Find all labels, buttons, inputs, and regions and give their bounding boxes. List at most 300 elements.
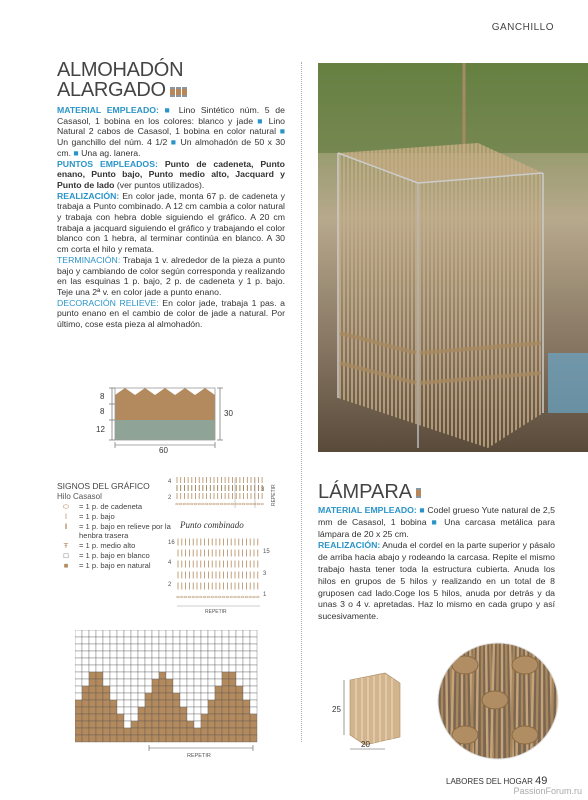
grid-cell <box>82 651 89 658</box>
grid-cell <box>187 637 194 644</box>
grid-cell <box>159 714 166 721</box>
grid-cell <box>131 735 138 742</box>
grid-cell <box>138 714 145 721</box>
grid-cell <box>89 700 96 707</box>
grid-cell <box>180 665 187 672</box>
grid-cell <box>194 672 201 679</box>
grid-cell <box>215 637 222 644</box>
chain-mark <box>224 503 227 505</box>
legend-list <box>57 502 182 571</box>
grid-cell <box>229 693 236 700</box>
material-text: Lino Sintético núm. 5 de Casasol, 1 bobina en los colores: blanco y jade <box>57 105 285 126</box>
grid-cell <box>215 679 222 686</box>
grid-cell <box>173 658 180 665</box>
grid-cell <box>145 721 152 728</box>
grid-cell <box>75 630 82 637</box>
grid-cell <box>145 672 152 679</box>
grid-cell <box>117 728 124 735</box>
grid-cell <box>222 700 229 707</box>
grid-cell <box>243 651 250 658</box>
grid-cell <box>243 714 250 721</box>
grid-cell <box>96 679 103 686</box>
spool-icon <box>170 81 188 101</box>
grid-cell <box>75 644 82 651</box>
grid-cell <box>89 651 96 658</box>
grid-cell <box>110 658 117 665</box>
row-number: 2 <box>168 495 172 501</box>
grid-cell <box>145 735 152 742</box>
grid-cell <box>173 707 180 714</box>
grid-cell <box>96 728 103 735</box>
grid-cell <box>215 714 222 721</box>
grid-cell <box>187 651 194 658</box>
jacquard-chart <box>75 630 265 760</box>
grid-cell <box>215 735 222 742</box>
grid-cell <box>187 658 194 665</box>
grid-cell <box>117 679 124 686</box>
grid-cell <box>138 658 145 665</box>
watermark: PassionForum.ru <box>513 786 582 796</box>
material-text: Una ag. lanera. <box>81 147 141 158</box>
grid-cell <box>187 707 194 714</box>
grid-cell <box>215 721 222 728</box>
grid-cell <box>103 651 110 658</box>
grid-cell <box>236 658 243 665</box>
chain-mark <box>198 503 201 505</box>
pillow-title-line2: ALARGADO <box>57 79 166 101</box>
grid-cell <box>187 679 194 686</box>
grid-cell <box>110 707 117 714</box>
grid-cell <box>124 686 131 693</box>
grid-cell <box>131 630 138 637</box>
grid-cell <box>222 686 229 693</box>
grid-cell <box>243 672 250 679</box>
grid-cell <box>152 686 159 693</box>
grid-cell <box>89 672 96 679</box>
grid-cell <box>166 672 173 679</box>
grid-cell <box>89 728 96 735</box>
grid-cell <box>103 693 110 700</box>
grid-cell <box>187 672 194 679</box>
realizacion-label: REALIZACIÓN: <box>318 540 381 551</box>
grid-cell <box>138 700 145 707</box>
grid-cell <box>159 665 166 672</box>
repeat-label: REPETIR <box>187 753 211 759</box>
grid-cell <box>75 707 82 714</box>
grid-cell <box>117 637 124 644</box>
grid-cell <box>166 693 173 700</box>
grid-cell <box>103 658 110 665</box>
chain-mark <box>226 596 229 598</box>
grid-cell <box>166 707 173 714</box>
grid-cell <box>131 651 138 658</box>
grid-cell <box>89 679 96 686</box>
terminacion-label: TERMINACIÓN: <box>57 254 121 265</box>
grid-cell <box>117 700 124 707</box>
grid-cell <box>222 679 229 686</box>
grid-cell <box>117 714 124 721</box>
grid-cell <box>236 700 243 707</box>
legend-item <box>57 561 182 571</box>
row-number: 15 <box>263 549 270 555</box>
pillow-schematic <box>92 385 252 457</box>
grid-cell <box>166 637 173 644</box>
grid-cell <box>110 686 117 693</box>
chain-mark <box>231 503 234 505</box>
grid-cell <box>117 686 124 693</box>
chain-mark <box>218 596 221 598</box>
grid-cell <box>103 700 110 707</box>
row-number: 2 <box>168 582 172 588</box>
grid-cell <box>75 693 82 700</box>
grid-cell <box>236 637 243 644</box>
grid-cell <box>75 686 82 693</box>
grid-cell <box>152 693 159 700</box>
grid-cell <box>131 700 138 707</box>
grid-cell <box>222 707 229 714</box>
grid-cell <box>201 665 208 672</box>
grid-cell <box>180 637 187 644</box>
grid-cell <box>180 728 187 735</box>
grid-cell <box>229 630 236 637</box>
grid-cell <box>180 630 187 637</box>
grid-cell <box>103 630 110 637</box>
legend-text: = 1 p. bajo <box>79 511 115 521</box>
grid-cell <box>166 651 173 658</box>
dim-width: 20 <box>361 740 370 749</box>
grid-cell <box>89 630 96 637</box>
chain-mark <box>216 503 219 505</box>
realizacion-text: Anuda el cordel en la parte superior y pásalo de arriba hacia abajo y rodeando la carcasa. Repite el mismo trabajo hasta tener toda la estructura cubierta. Anuda los hilos en grupos de 5 hilos y realizando en un total de 8 gruposen cad lado.Coge los 5 hilos, anuda por detrás y da unas 3 o 4 v. apretadas. Haz lo mismo en cada grupo y así sucesivamente. <box>318 540 555 622</box>
grid-cell <box>194 700 201 707</box>
grid-cell <box>229 707 236 714</box>
grid-cell <box>173 700 180 707</box>
grid-cell <box>236 651 243 658</box>
grid-cell <box>250 707 257 714</box>
grid-cell <box>173 672 180 679</box>
grid-cell <box>215 651 222 658</box>
grid-cell <box>215 630 222 637</box>
grid-cell <box>222 644 229 651</box>
chain-mark <box>213 503 216 505</box>
grid-cell <box>159 693 166 700</box>
grid-cell <box>222 630 229 637</box>
grid-cell <box>117 658 124 665</box>
grid-cell <box>250 679 257 686</box>
grid-cell <box>131 728 138 735</box>
lamp-instructions: MATERIAL EMPLEADO: ■ Codel grueso Yute natural de 2,5 mm de Casasol, 1 bobina ■ Una carcasa metálica para lámpara de 20 x 25 cm. REALIZACIÓN: Anuda el cordel en la parte superior y pásalo de arriba hacia abajo y rodeando la carcasa. Repite el mismo trabajo hasta tener toda la estructura cubierta. Anuda los hilos en grupos de 5 hilos y realizando en un total de 8 gruposen cad lado.Coge los 5 hilos, anuda por detrás y da unas 3 o 4 v. apretadas. Haz lo mismo en cada grupo y así sucesivamente. <box>318 505 555 622</box>
chain-mark <box>207 596 210 598</box>
grid-cell <box>159 630 166 637</box>
grid-cell <box>117 630 124 637</box>
grid-cell <box>243 693 250 700</box>
grid-cell <box>208 714 215 721</box>
chain-mark <box>192 596 195 598</box>
grid-cell <box>110 735 117 742</box>
grid-cell <box>110 728 117 735</box>
grid-cell <box>208 721 215 728</box>
grid-cell <box>131 644 138 651</box>
grid-cell <box>82 728 89 735</box>
grid-cell <box>187 735 194 742</box>
grid-cell <box>236 644 243 651</box>
grid-cell <box>222 693 229 700</box>
grid-cell <box>138 651 145 658</box>
grid-cell <box>208 637 215 644</box>
grid-cell <box>82 637 89 644</box>
grid-cell <box>173 693 180 700</box>
grid-cell <box>145 651 152 658</box>
grid-cell <box>250 651 257 658</box>
grid-cell <box>187 686 194 693</box>
grid-cell <box>173 651 180 658</box>
decoracion-label: DECORACIÓN RELIEVE: <box>57 297 159 308</box>
grid-cell <box>236 721 243 728</box>
page-number: 49 <box>535 775 548 787</box>
grid-cell <box>103 665 110 672</box>
grid-cell <box>166 714 173 721</box>
grid-cell <box>103 686 110 693</box>
grid-cell <box>180 700 187 707</box>
puntos-label: PUNTOS EMPLEADOS: <box>57 158 158 169</box>
material-text: Lino Natural 2 cabos de Casasol, 1 bobina en color natural <box>57 115 286 137</box>
grid-cell <box>250 637 257 644</box>
grid-cell <box>117 721 124 728</box>
grid-cell <box>124 700 131 707</box>
grid-cell <box>145 658 152 665</box>
grid-cell <box>82 630 89 637</box>
grid-cell <box>159 721 166 728</box>
grid-cell <box>110 714 117 721</box>
row-number: 4 <box>168 479 172 485</box>
chain-mark <box>227 503 230 505</box>
grid-cell <box>243 728 250 735</box>
jade-band <box>115 420 215 440</box>
dim-height: 25 <box>332 705 341 714</box>
grid-cell <box>173 665 180 672</box>
grid-cell <box>180 651 187 658</box>
chain-mark <box>183 503 186 505</box>
grid-cell <box>96 651 103 658</box>
grid-cell <box>215 658 222 665</box>
chain-mark <box>190 503 193 505</box>
grid-cell <box>159 658 166 665</box>
grid-cell <box>201 651 208 658</box>
dim-mark: 12 <box>96 425 105 434</box>
grid-cell <box>229 714 236 721</box>
grid-cell <box>208 644 215 651</box>
grid-cell <box>152 700 159 707</box>
grid-cell <box>117 665 124 672</box>
legend-text: = 1 p. medio alto <box>79 541 136 551</box>
legend-item <box>57 502 182 512</box>
grid-cell <box>187 693 194 700</box>
chain-mark <box>187 503 190 505</box>
grid-cell <box>145 714 152 721</box>
grid-cell <box>201 630 208 637</box>
grid-cell <box>187 644 194 651</box>
grid-cell <box>152 665 159 672</box>
grid-cell <box>201 637 208 644</box>
grid-cell <box>215 728 222 735</box>
grid-cell <box>250 693 257 700</box>
grid-cell <box>152 658 159 665</box>
legend-text: = 1 p. de cadeneta <box>79 502 143 511</box>
grid-cell <box>208 728 215 735</box>
chain-mark <box>177 596 180 598</box>
grid-cell <box>131 665 138 672</box>
grid-cell <box>103 672 110 679</box>
grid-cell <box>89 693 96 700</box>
grid-cell <box>173 644 180 651</box>
grid-cell <box>194 665 201 672</box>
lamp-photo <box>318 63 588 452</box>
chain-mark <box>205 503 208 505</box>
grid-cell <box>138 693 145 700</box>
grid-cell <box>131 686 138 693</box>
grid-cell <box>201 658 208 665</box>
legend-text: = 1 p. bajo en blanco <box>79 550 150 560</box>
grid-cell <box>110 665 117 672</box>
grid-cell <box>138 644 145 651</box>
grid-cell <box>208 707 215 714</box>
grid-cell <box>82 658 89 665</box>
chain-mark <box>203 596 206 598</box>
chain-mark <box>239 503 242 505</box>
grid-cell <box>103 679 110 686</box>
grid-cell <box>236 728 243 735</box>
grid-cell <box>145 630 152 637</box>
grid-cell <box>110 630 117 637</box>
grid-cell <box>152 637 159 644</box>
grid-cell <box>215 686 222 693</box>
dim-mark: 60 <box>159 446 168 455</box>
chain-mark <box>222 596 225 598</box>
grid-cell <box>89 707 96 714</box>
column-divider <box>301 62 302 742</box>
grid-cell <box>222 735 229 742</box>
chain-mark <box>257 503 260 505</box>
grid-cell <box>194 735 201 742</box>
grid-cell <box>145 637 152 644</box>
grid-cell <box>208 672 215 679</box>
grid-cell <box>152 735 159 742</box>
grid-cell <box>243 658 250 665</box>
terminacion-text: Trabaja 1 v. alrededor de la pieza a punto bajo y cambiando de color según corresponda y realizando en las esquinas 1 p. bajo, 2 p. de cadeneta y 1 p. bajo. Teje una 2ª v. en color jade a punto enano. <box>57 254 286 297</box>
grid-cell <box>166 721 173 728</box>
grid-cell <box>208 630 215 637</box>
grid-cell <box>145 693 152 700</box>
grid-cell <box>138 672 145 679</box>
grid-cell <box>194 644 201 651</box>
grid-cell <box>215 700 222 707</box>
grid-cell <box>124 651 131 658</box>
grid-cell <box>117 672 124 679</box>
grid-cell <box>243 679 250 686</box>
grid-cell <box>131 721 138 728</box>
grid-cell <box>180 693 187 700</box>
grid-cell <box>82 700 89 707</box>
grid-cell <box>215 665 222 672</box>
material-label: MATERIAL EMPLEADO: <box>318 505 417 515</box>
grid-cell <box>166 700 173 707</box>
grid-cell <box>243 721 250 728</box>
grid-cell <box>89 721 96 728</box>
grid-cell <box>96 735 103 742</box>
grid-cell <box>103 728 110 735</box>
grid-cell <box>138 686 145 693</box>
grid-cell <box>131 679 138 686</box>
grid-cell <box>138 728 145 735</box>
grid-cell <box>117 693 124 700</box>
grid-cell <box>110 721 117 728</box>
grid-cell <box>187 665 194 672</box>
grid-cell <box>229 644 236 651</box>
grid-cell <box>180 707 187 714</box>
grid-cell <box>173 686 180 693</box>
grid-cell <box>243 707 250 714</box>
grid-cell <box>180 686 187 693</box>
puntos-text: Punto de cadeneta, Punto enano, Punto bajo, Punto medio alto, Jacquard y Punto de lado <box>57 158 285 190</box>
grid-cell <box>110 651 117 658</box>
grid-cell <box>145 644 152 651</box>
grid-cell <box>208 693 215 700</box>
pillow-title <box>57 60 188 101</box>
grid-cell <box>166 665 173 672</box>
grid-cell <box>194 679 201 686</box>
legend-item <box>57 522 182 542</box>
realizacion-label: REALIZACIÓN: <box>57 190 120 201</box>
grid-cell <box>208 658 215 665</box>
stitch-chart-top <box>165 472 295 512</box>
grid-cell <box>82 693 89 700</box>
grid-cell <box>250 658 257 665</box>
chain-mark <box>230 596 233 598</box>
lamp-schematic <box>330 665 420 753</box>
grid-cell <box>229 721 236 728</box>
chain-mark <box>249 596 252 598</box>
grid-cell <box>166 644 173 651</box>
grid-cell <box>75 637 82 644</box>
grid-cell <box>180 714 187 721</box>
grid-cell <box>194 686 201 693</box>
grid-cell <box>89 644 96 651</box>
grid-cell <box>250 721 257 728</box>
grid-cell <box>236 679 243 686</box>
grid-cell <box>222 637 229 644</box>
grid-cell <box>152 644 159 651</box>
grid-cell <box>131 707 138 714</box>
grid-cell <box>159 686 166 693</box>
chain-mark <box>241 596 244 598</box>
grid-cell <box>117 707 124 714</box>
grid-cell <box>187 721 194 728</box>
grid-cell <box>187 630 194 637</box>
grid-cell <box>194 637 201 644</box>
knot-detail-photo <box>430 640 566 762</box>
grid-cell <box>145 707 152 714</box>
grid-cell <box>89 665 96 672</box>
chain-mark <box>194 503 197 505</box>
grid-cell <box>166 735 173 742</box>
grid-cell <box>250 700 257 707</box>
grid-cell <box>201 707 208 714</box>
grid-cell <box>75 672 82 679</box>
repeat-label: REPETIR <box>205 609 227 614</box>
grid-cell <box>229 735 236 742</box>
stitch-chart-combinado <box>165 534 295 614</box>
grid-cell <box>159 728 166 735</box>
